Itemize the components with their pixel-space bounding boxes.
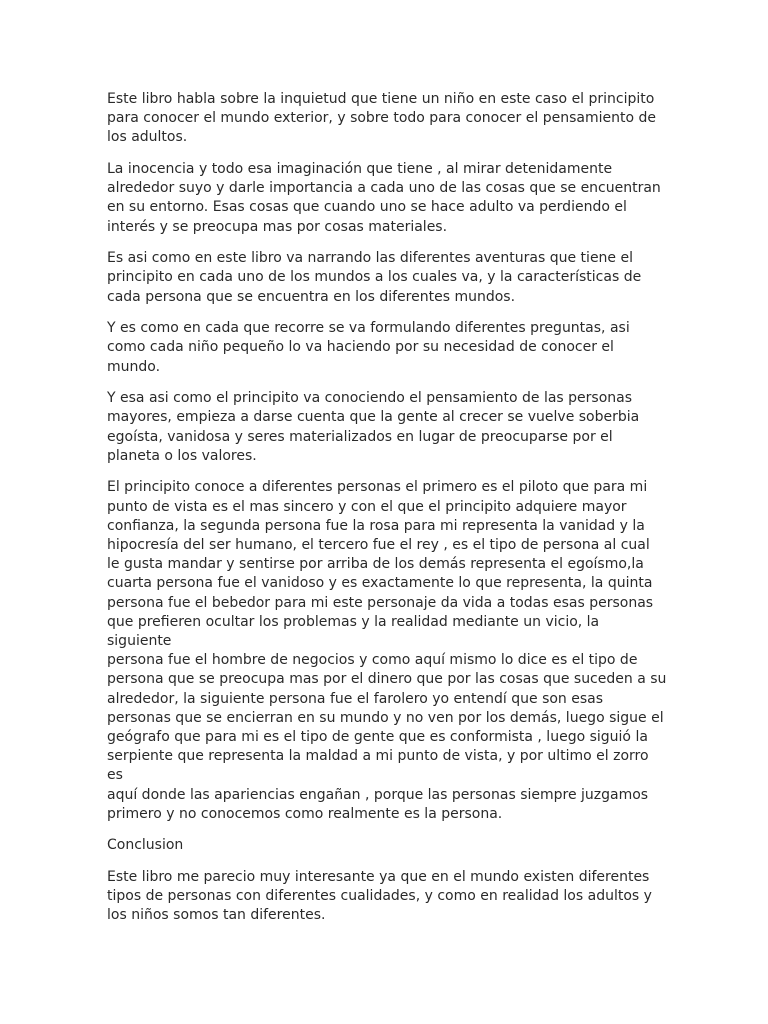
questions-paragraph: Y es como en cada que recorre se va formulando diferentes preguntas, asi como cada niño pequeño lo va haciendo por su necesidad de conocer el mundo. bbox=[107, 320, 630, 375]
document-page bbox=[107, 90, 667, 938]
innocence-paragraph: La inocencia y todo esa imaginación que tiene , al mirar detenidamente alrededor suyo y darle importancia a cada uno de las cosas que se encuentran en su entorno. Esas cosas que cuando uno se hace adulto va perdiendo el interés y se preocupa mas por cosas materiales. bbox=[107, 161, 661, 235]
intro-paragraph: Este libro habla sobre la inquietud que tiene un niño en este caso el principito para conocer el mundo exterior, y sobre todo para conocer el pensamiento de los adultos. bbox=[107, 91, 656, 146]
conclusion-paragraph: Este libro me parecio muy interesante ya que en el mundo existen diferentes tipos de personas con diferentes cualidades, y como en realidad los adultos y los niños somos tan diferentes. bbox=[107, 869, 652, 924]
adventures-paragraph: Es asi como en este libro va narrando las diferentes aventuras que tiene el principito en cada uno de los mundos a los cuales va, y la características de cada persona que se encuentra en los diferentes mundos. bbox=[107, 250, 642, 305]
adults-paragraph: Y esa asi como el principito va conociendo el pensamiento de las personas mayores, empieza a darse cuenta que la gente al crecer se vuelve soberbia egoísta, vanidosa y seres materializados en lugar de preocuparse por el planeta o los valores. bbox=[107, 390, 640, 464]
characters-paragraph: El principito conoce a diferentes personas el primero es el piloto que para mi punto de vista es el mas sincero y con el que el principito adquiere mayor confianza, la segunda persona fue la rosa para mi representa la vanidad y la hipocresía del ser humano, el tercero fue el rey , es el tipo de persona al cual le gusta mandar y sentirse por arriba de los demás representa el egoísmo,la cuarta persona fue el vanidoso y es exactamente lo que representa, la quinta persona fue el bebedor para mi este personaje da vida a todas esas personas que prefieren ocultar los problemas y la realidad mediante un vicio, la siguiente persona fue el hombre de negocios y como aquí mismo lo dice es el tipo de persona que se preocupa mas por el dinero que por las cosas que suceden a su alrededor, la siguiente persona fue el farolero yo entendí que son esas personas que se encierran en su mundo y no ven por los demás, luego sigue el geógrafo que para mi es el tipo de gente que es conformista , luego siguió la serpiente que representa la maldad a mi punto de vista, y por ultimo el zorro es aquí donde las apariencias engañan , porque las personas siempre juzgamos primero y no conocemos como realmente es la persona. bbox=[107, 479, 667, 822]
conclusion-heading: Conclusion bbox=[107, 837, 184, 854]
